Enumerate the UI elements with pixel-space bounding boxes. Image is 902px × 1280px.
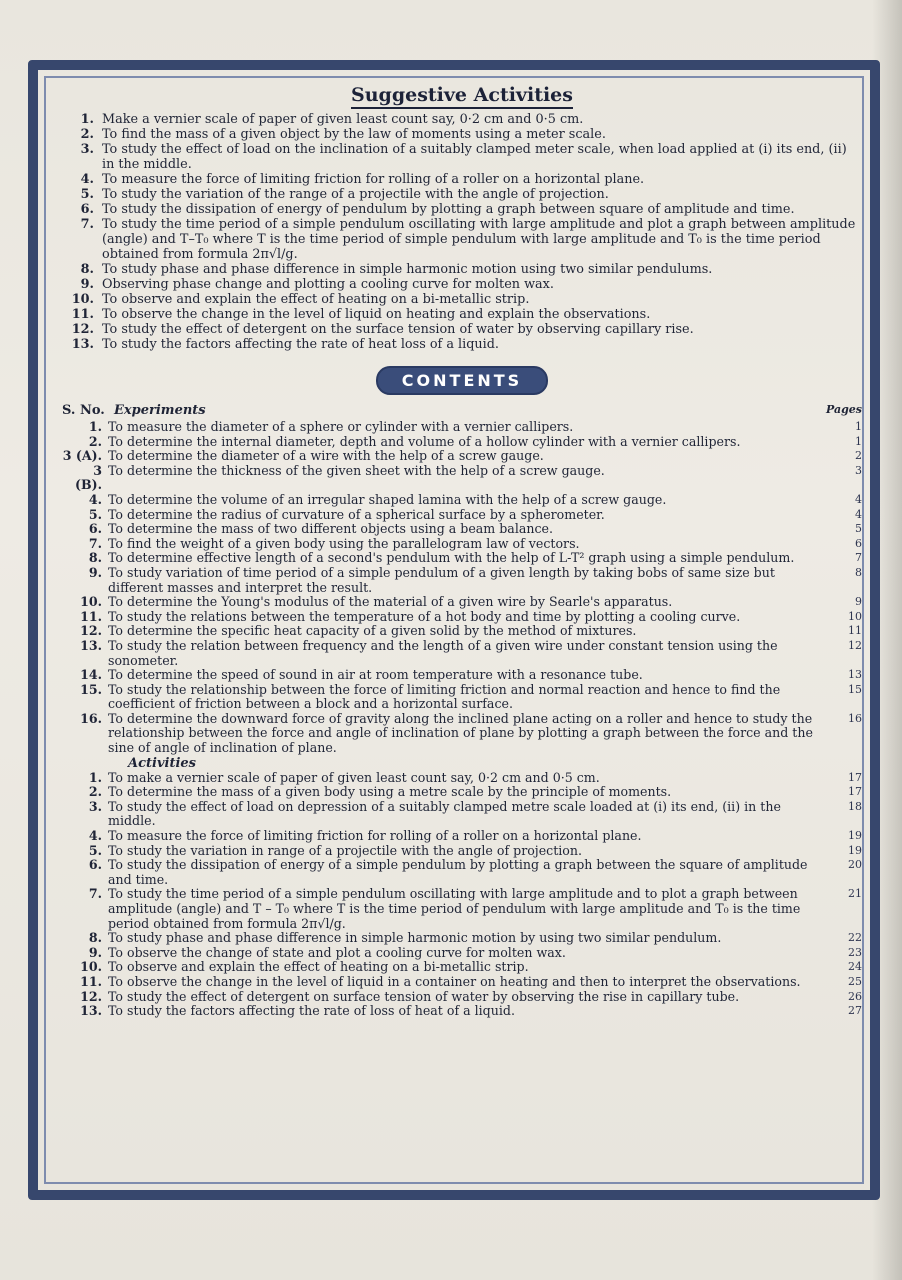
item-text: To study the factors affecting the rate of heat loss of a liquid.: [102, 337, 500, 352]
row-title: To determine the internal diameter, depth and volume of a hollow cylinder with a vernier callipers.: [108, 433, 741, 449]
experiments-list: [62, 420, 862, 756]
row-title: To determine the mass of two different objects using a beam balance.: [108, 521, 553, 537]
row-page: 5: [855, 522, 862, 536]
item-text: To study phase and phase difference in simple harmonic motion using two similar pendulums.: [102, 262, 713, 277]
row-page: 20: [848, 858, 862, 872]
row-title: To observe and explain the effect of heating on a bi-metallic strip.: [108, 959, 529, 975]
item-number: 2.: [80, 127, 94, 142]
row-page: 22: [848, 931, 862, 945]
row-number: 16.: [80, 710, 102, 726]
item-text: To observe and explain the effect of heating on a bi-metallic strip.: [102, 292, 530, 307]
row-page: 1: [855, 420, 862, 433]
row-page: 4: [855, 492, 862, 506]
row-title: To study the effect of detergent on surface tension of water by observing the rise in capillary tube.: [108, 988, 740, 1004]
row-page: 7: [855, 551, 862, 565]
row-page: 2: [855, 449, 862, 463]
row-title: To study the dissipation of energy of a simple pendulum by plotting a graph between the square of amplitude and time.: [108, 857, 808, 887]
item-text: To measure the force of limiting friction for rolling of a roller on a horizontal plane.: [102, 172, 645, 187]
item-text: To study the variation of the range of a projectile with the angle of projection.: [102, 187, 609, 202]
table-row: [62, 595, 862, 610]
row-number: 12.: [80, 988, 102, 1004]
row-page: 11: [848, 624, 862, 638]
row-number: 15.: [80, 681, 102, 697]
row-page: 6: [855, 536, 862, 550]
contents-header: [62, 403, 862, 418]
row-number: 5.: [88, 506, 102, 522]
item-text: Observing phase change and plotting a cooling curve for molten wax.: [102, 277, 554, 292]
item-number: 4.: [80, 172, 94, 187]
row-title: To study the relations between the temperature of a hot body and time by plotting a cooling curve.: [108, 608, 741, 624]
row-page: 17: [848, 770, 862, 784]
row-title: To determine the radius of curvature of a spherical surface by a spherometer.: [108, 506, 605, 522]
table-row: [62, 551, 862, 566]
row-title: To study the relationship between the force of limiting friction and normal reaction and hence to find the coefficient of friction between a block and a horizontal surface.: [108, 681, 781, 712]
row-number: 10.: [80, 594, 102, 610]
table-row: [62, 522, 862, 537]
row-title: To determine the specific heat capacity of a given solid by the method of mixtures.: [108, 623, 637, 639]
table-row: [62, 858, 862, 887]
row-number: 3.: [88, 798, 102, 814]
table-row: [62, 508, 862, 523]
row-page: 9: [855, 595, 862, 609]
list-item: [62, 172, 862, 187]
contents-banner: CONTENTS: [376, 366, 548, 395]
row-number: 9.: [88, 564, 102, 580]
item-number: 8.: [80, 262, 94, 277]
table-row: [62, 449, 862, 464]
table-row: [62, 1004, 862, 1019]
page-content: [62, 80, 862, 1019]
item-text: To observe the change in the level of liquid on heating and explain the observations.: [102, 307, 651, 322]
item-text: To study the time period of a simple pendulum oscillating with large amplitude and plot a graph between amplitude (angle) and T–T₀ where T is the time period of simple pendulum with large amplitude and T₀ is the time period obtained from formula 2π√l/g.: [102, 217, 856, 262]
list-item: [62, 202, 862, 217]
row-number: 7.: [88, 535, 102, 551]
table-row: [62, 610, 862, 625]
item-number: 11.: [71, 307, 94, 322]
row-page: 18: [848, 799, 862, 813]
list-item: [62, 337, 862, 352]
row-title: To measure the force of limiting friction for rolling of a roller on a horizontal plane.: [108, 828, 642, 844]
row-title: To study the factors affecting the rate of loss of heat of a liquid.: [108, 1003, 515, 1019]
row-number: 8.: [88, 930, 102, 946]
row-title: To determine effective length of a second's pendulum with the help of L-T² graph using a simple pendulum.: [108, 550, 795, 566]
row-number: 6.: [88, 857, 102, 873]
list-item: [62, 142, 862, 172]
row-number: 8.: [88, 550, 102, 566]
row-page: 21: [848, 887, 862, 901]
row-page: 19: [848, 843, 862, 857]
table-row: [62, 990, 862, 1005]
row-page: 19: [848, 829, 862, 843]
table-row: [62, 420, 862, 435]
item-text: To study the effect of load on the inclination of a suitably clamped meter scale, when load applied at (i) its end, (ii) in the middle.: [102, 142, 847, 172]
row-page: 8: [855, 565, 862, 579]
row-title: To determine the Young's modulus of the material of a given wire by Searle's apparatus.: [108, 594, 673, 610]
suggestive-activities-heading: Suggestive Activities: [62, 84, 862, 106]
table-row: [62, 844, 862, 859]
col-sno: S. No.: [62, 403, 105, 418]
item-number: 7.: [80, 217, 94, 232]
table-row: [62, 624, 862, 639]
table-row: [62, 975, 862, 990]
row-title: To make a vernier scale of paper of given least count say, 0·2 cm and 0·5 cm.: [108, 769, 600, 785]
row-title: To study the variation in range of a projectile with the angle of projection.: [108, 842, 582, 858]
table-row: [62, 566, 862, 595]
item-number: 9.: [80, 277, 94, 292]
list-item: [62, 277, 862, 292]
row-number: 1.: [88, 769, 102, 785]
suggestive-activities-list: [62, 112, 862, 352]
list-item: [62, 187, 862, 202]
row-page: 23: [848, 945, 862, 959]
row-page: 13: [848, 668, 862, 682]
row-title: To determine the mass of a given body using a metre scale by the principle of moments.: [108, 784, 672, 800]
item-number: 5.: [80, 187, 94, 202]
row-number: 6.: [88, 521, 102, 537]
row-number: 13.: [80, 637, 102, 653]
activities-subheading: Activities: [128, 755, 196, 771]
table-row: [62, 960, 862, 975]
row-number: 1.: [88, 419, 102, 434]
item-number: 1.: [80, 112, 94, 127]
row-page: 1: [855, 434, 862, 448]
item-number: 3.: [80, 142, 94, 157]
row-number: 13.: [80, 1003, 102, 1019]
table-row: [62, 829, 862, 844]
col-pages: Pages: [826, 403, 862, 416]
col-experiments: Experiments: [114, 403, 206, 418]
table-row: [62, 464, 862, 493]
list-item: [62, 322, 862, 337]
row-title: To measure the diameter of a sphere or cylinder with a vernier callipers.: [108, 419, 574, 434]
table-row: [62, 683, 862, 712]
list-item: [62, 307, 862, 322]
item-number: 6.: [80, 202, 94, 217]
row-page: 24: [848, 960, 862, 974]
table-row: [62, 493, 862, 508]
item-number: 12.: [71, 322, 94, 337]
row-page: 15: [848, 682, 862, 696]
row-number: 9.: [88, 944, 102, 960]
table-row: [62, 435, 862, 450]
table-row: [62, 946, 862, 961]
table-row: [62, 785, 862, 800]
row-number: 10.: [80, 959, 102, 975]
item-number: 13.: [71, 337, 94, 352]
table-row: [62, 887, 862, 931]
row-number: 2.: [88, 433, 102, 449]
activities-list: [62, 771, 862, 1019]
table-row: [62, 931, 862, 946]
row-number: 2.: [88, 784, 102, 800]
row-title: To find the weight of a given body using the parallelogram law of vectors.: [108, 535, 580, 551]
row-page: 26: [848, 989, 862, 1003]
item-text: To find the mass of a given object by the law of moments using a meter scale.: [102, 127, 606, 142]
row-title: To determine the volume of an irregular shaped lamina with the help of a screw gauge.: [108, 491, 667, 507]
row-title: To determine the downward force of gravity along the inclined plane acting on a roller and hence to study the relationship between the force and angle of inclination of plane by plotting a graph between the force and the sine of angle of inclination of plane.: [108, 710, 813, 756]
table-row: [62, 712, 862, 756]
list-item: [62, 127, 862, 142]
row-page: 4: [855, 507, 862, 521]
row-title: To study the relation between frequency and the length of a given wire under constant tension using the sonometer.: [108, 637, 778, 668]
row-number: 7.: [88, 886, 102, 902]
row-number: 3 (B).: [75, 462, 102, 493]
list-item: [62, 292, 862, 307]
row-title: To observe the change of state and plot a cooling curve for molten wax.: [108, 944, 566, 960]
row-number: 11.: [80, 973, 102, 989]
row-title: To study the time period of a simple pendulum oscillating with large amplitude and to plot a graph between amplitude (angle) and T – T₀ where T is the time period of pendulum with large amplitude and T₀ is the time period obtained from formula 2π√l/g.: [108, 886, 801, 931]
row-number: 14.: [80, 667, 102, 683]
item-text: To study the effect of detergent on the surface tension of water by observing capillary rise.: [102, 322, 694, 337]
row-page: 17: [848, 785, 862, 799]
table-row: [62, 668, 862, 683]
list-item: [62, 217, 862, 262]
item-text: To study the dissipation of energy of pendulum by plotting a graph between square of amplitude and time.: [102, 202, 795, 217]
row-title: To study variation of time period of a simple pendulum of a given length by taking bobs of same size but different masses and interpret the result.: [108, 564, 775, 595]
table-row: [62, 639, 862, 668]
row-title: To observe the change in the level of liquid in a container on heating and then to interpret the observations.: [108, 973, 801, 989]
row-page: 27: [848, 1004, 862, 1018]
item-text: Make a vernier scale of paper of given least count say, 0·2 cm and 0·5 cm.: [102, 112, 584, 127]
row-page: 10: [848, 609, 862, 623]
table-row: [62, 537, 862, 552]
item-number: 10.: [71, 292, 94, 307]
row-title: To determine the speed of sound in air at room temperature with a resonance tube.: [108, 667, 643, 683]
row-number: 12.: [80, 623, 102, 639]
row-number: 4.: [88, 491, 102, 507]
row-number: 11.: [80, 608, 102, 624]
row-page: 3: [855, 463, 862, 477]
row-title: To determine the diameter of a wire with the help of a screw gauge.: [108, 448, 544, 464]
list-item: [62, 112, 862, 127]
row-number: 4.: [88, 828, 102, 844]
row-title: To determine the thickness of the given sheet with the help of a screw gauge.: [108, 462, 605, 478]
row-number: 3 (A).: [62, 448, 102, 464]
table-row: [62, 800, 862, 829]
row-page: 25: [848, 974, 862, 988]
row-title: To study phase and phase difference in simple harmonic motion by using two similar pendulum.: [108, 930, 722, 946]
row-page: 12: [848, 638, 862, 652]
row-number: 5.: [88, 842, 102, 858]
list-item: [62, 262, 862, 277]
row-title: To study the effect of load on depression of a suitably clamped metre scale loaded at (i) its end, (ii) in the middle.: [108, 798, 781, 829]
table-row: [62, 771, 862, 786]
row-page: 16: [848, 711, 862, 725]
